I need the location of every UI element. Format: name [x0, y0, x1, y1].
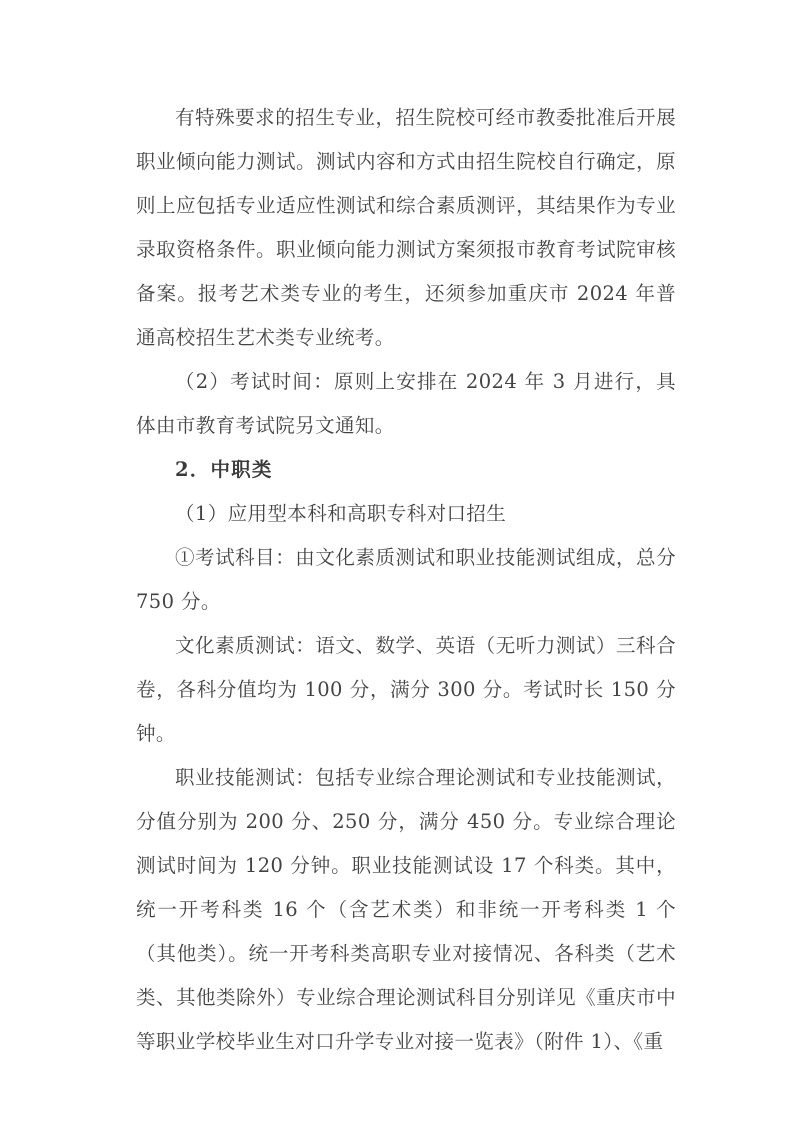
paragraph-exam-subjects: ①考试科目：由文化素质测试和职业技能测试组成，总分 750 分。 [136, 546, 676, 613]
paragraph-vocational-skills-test: 职业技能测试：包括专业综合理论测试和专业技能测试，分值分别为 200 分、250 分，满分 450 分。专业综合理论测试时间为 120 分钟。职业技能测试设 17 个科类。其中，统一开考科类 16 个（含艺术类）和非统一开考科类 1 个（其他类）。统一开考科类高职专业对接情况、各科类（艺术类、其他类除外）专业综合理论测试科目分别详见《重庆市中等职业学校毕业生对口升学专业对接一览表》（附件 1）、《重 [136, 766, 676, 1053]
paragraph-special-requirement-majors: 有特殊要求的招生专业，招生院校可经市教委批准后开展职业倾向能力测试。测试内容和方式由招生院校自行确定，原则上应包括专业适应性测试和综合素质测评，其结果作为专业录取资格条件。职业倾向能力测试方案须报市教育考试院审核备案。报考艺术类专业的考生，还须参加重庆市 2024 年普通高校招生艺术类专业统考。 [136, 106, 676, 349]
paragraph-applied-undergraduate-enrollment: （1）应用型本科和高职专科对口招生 [175, 502, 507, 525]
paragraph-cultural-quality-test: 文化素质测试：语文、数学、英语（无听力测试）三科合卷，各科分值均为 100 分，满分 300 分。考试时长 150 分钟。 [136, 634, 676, 745]
heading-secondary-vocational-category: 2．中职类 [175, 458, 273, 481]
paragraph-exam-time: （2）考试时间：原则上安排在 2024 年 3 月进行，具体由市教育考试院另文通知。 [136, 370, 676, 437]
document-body [136, 96, 676, 1064]
